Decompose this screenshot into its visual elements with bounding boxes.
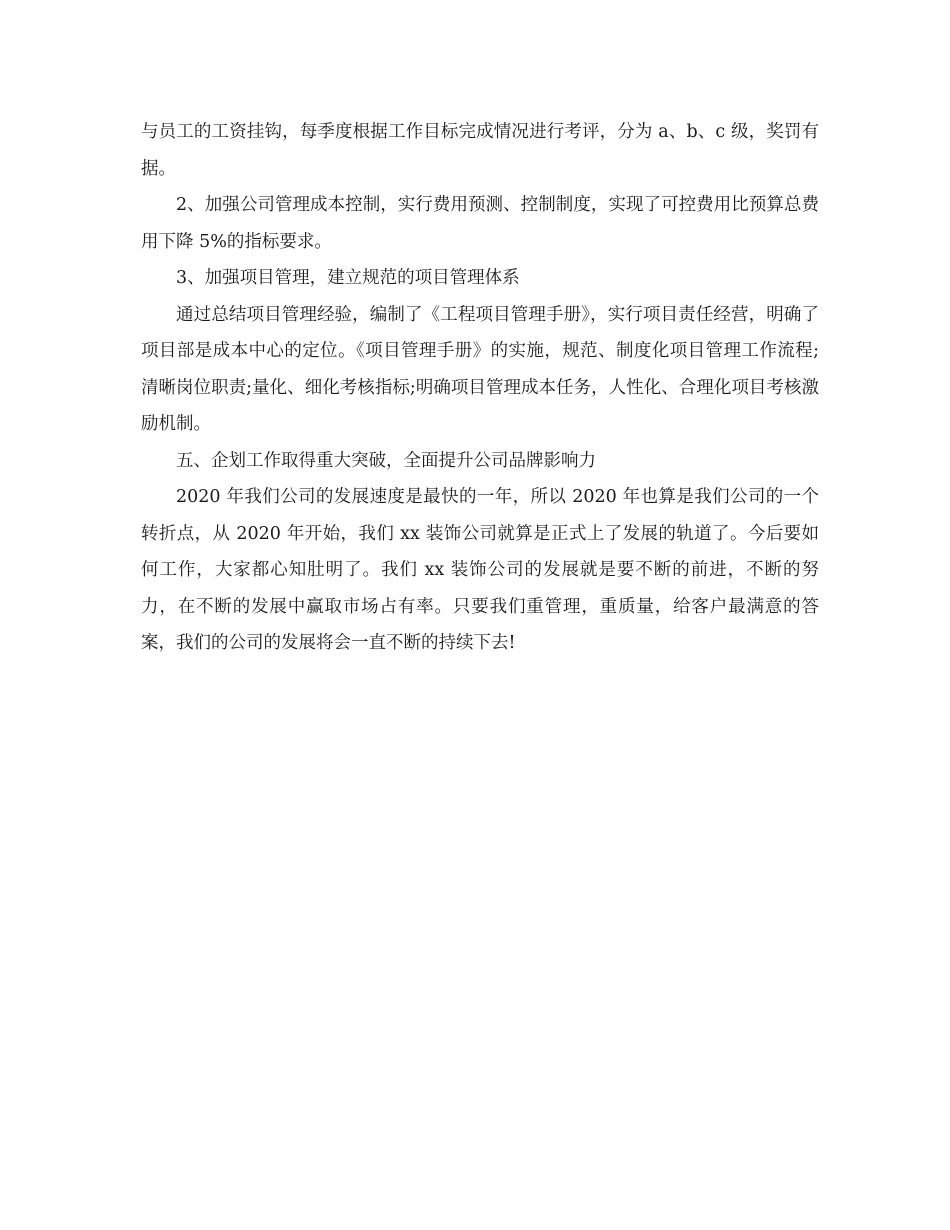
paragraph-cost-control: 2、加强公司管理成本控制，实行费用预测、控制制度，实现了可控费用比预算总费用下降 5%的指标要求。 bbox=[141, 195, 819, 252]
paragraph-project-management-heading: 3、加强项目管理，建立规范的项目管理体系 bbox=[176, 268, 520, 288]
paragraph-continuation: 与员工的工资挂钩，每季度根据工作目标完成情况进行考评，分为 a、b、c 级，奖罚有据。 bbox=[141, 122, 819, 179]
document-body bbox=[141, 114, 819, 662]
paragraph-company-development: 2020 年我们公司的发展速度是最快的一年，所以 2020 年也算是我们公司的一个转折点，从 2020 年开始，我们 xx 装饰公司就算是正式上了发展的轨道了。今后要如何工作，大家都心知肚明了。我们 xx 装饰公司的发展就是要不断的前进，不断的努力，在不断的发展中赢取市场占有率。只要我们重管理，重质量，给客户最满意的答案，我们的公司的发展将会一直不断的持续下去! bbox=[141, 487, 819, 653]
section-heading-planning: 五、企划工作取得重大突破，全面提升公司品牌影响力 bbox=[176, 450, 596, 471]
paragraph-project-management-body: 通过总结项目管理经验，编制了《工程项目管理手册》，实行项目责任经营，明确了项目部是成本中心的定位。《项目管理手册》的实施，规范、制度化项目管理工作流程;清晰岗位职责;量化、细化考核指标;明确项目管理成本任务，人性化、合理化项目考核激励机制。 bbox=[141, 304, 819, 434]
